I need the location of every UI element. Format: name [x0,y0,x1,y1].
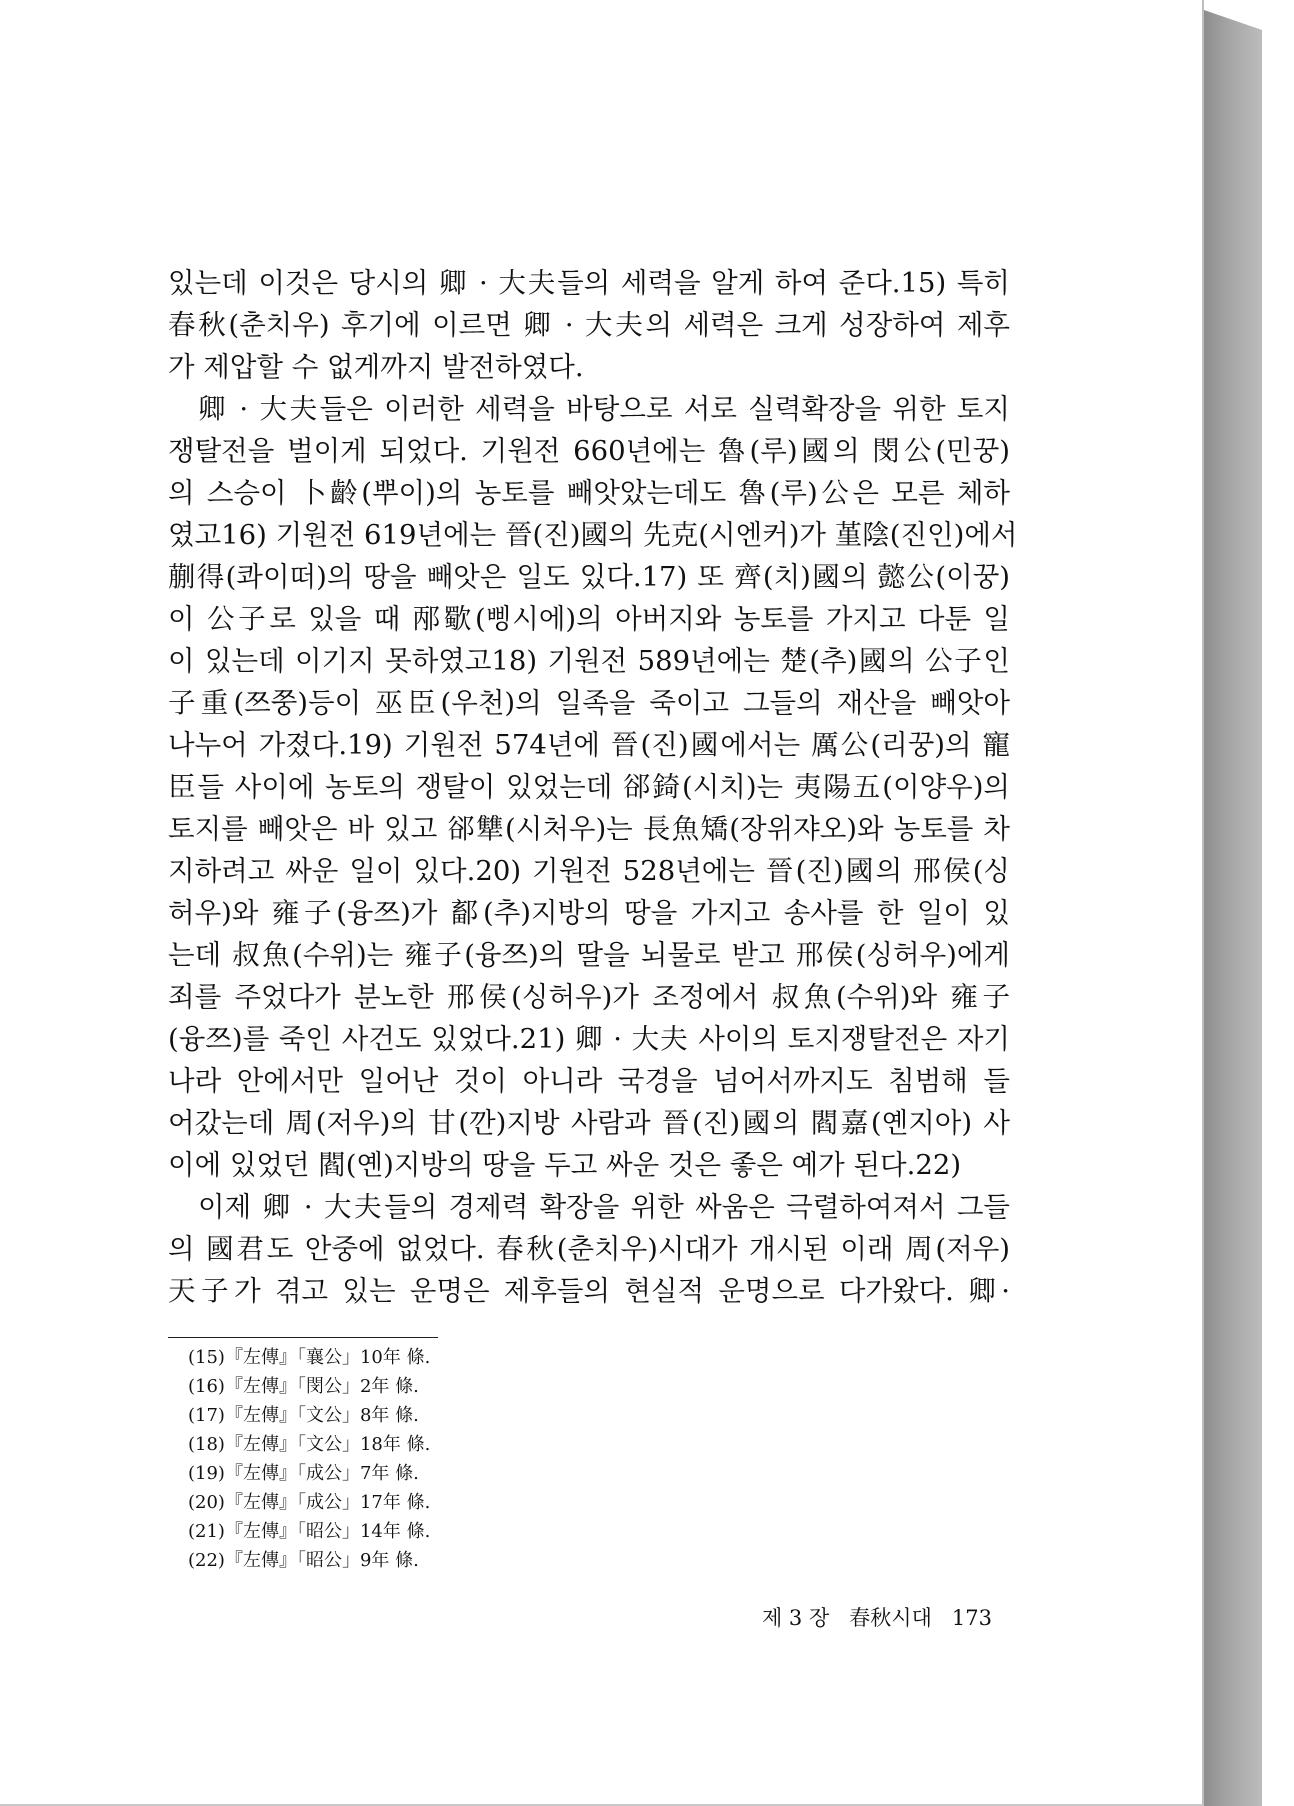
text-line: 죄를 주었다가 분노한 邢侯(싱허우)가 조정에서 叔魚(수위)와 雍子 [168,981,1010,1013]
footnote: (15)『左傳』「襄公」10年 條. [188,1347,431,1368]
footnote: (18)『左傳』「文公」18年 條. [188,1434,431,1455]
running-footer [720,1602,992,1632]
text-line: 이제 卿 · 大夫들의 경제력 확장을 위한 싸움은 극렬하여져서 그들 [198,1191,1010,1223]
text-line: 卿 · 大夫들은 이러한 세력을 바탕으로 서로 실력확장을 위한 토지 [198,393,1010,425]
text-line: 토지를 빼앗은 바 있고 郤犨(시처우)는 長魚矯(장위쟈오)와 농토를 차 [168,813,1010,845]
text-line: 어갔는데 周(저우)의 甘(깐)지방 사람과 晉(진)國의 閻嘉(옌지아) 사 [168,1107,1010,1139]
footnote: (17)『左傳』「文公」8年 條. [188,1405,419,1426]
text-line: 나라 안에서만 일어난 것이 아니라 국경을 넘어서까지도 침범해 들 [168,1065,1010,1097]
footnote: (22)『左傳』「昭公」9年 條. [188,1550,419,1571]
text-line: 허우)와 雍子(융쯔)가 鄐(추)지방의 땅을 가지고 송사를 한 일이 있 [168,897,1010,929]
text-line: 春秋(춘치우) 후기에 이르면 卿 · 大夫의 세력은 크게 성장하여 제후 [168,309,1010,341]
page-number: 173 [951,1606,992,1630]
text-line: 쟁탈전을 벌이게 되었다. 기원전 660년에는 魯(루)國의 閔公(민꿍) [168,435,1010,467]
footnote: (19)『左傳』「成公」7年 條. [188,1463,419,1484]
text-line: 이에 있었던 閻(옌)지방의 땅을 두고 싸운 것은 좋은 예가 된다.22) [168,1149,962,1181]
text-line: 지하려고 싸운 일이 있다.20) 기원전 528년에는 晉(진)國의 邢侯(싱 [168,855,1010,887]
text-line: 子重(쯔쭝)등이 巫臣(우천)의 일족을 죽이고 그들의 재산을 빼앗아 [168,687,1010,719]
footnote: (21)『左傳』「昭公」14年 條. [188,1521,431,1542]
text-line: 가 제압할 수 없게까지 발전하였다. [168,351,584,383]
footnote: (16)『左傳』「閔公」2年 條. [188,1376,419,1397]
text-line: 는데 叔魚(수위)는 雍子(융쯔)의 딸을 뇌물로 받고 邢侯(싱허우)에게 [168,939,1010,971]
text-line: 의 스승이 卜齡(뿌이)의 농토를 빼앗았는데도 魯(루)公은 모른 체하 [168,477,1010,509]
footnote-divider [168,1337,438,1338]
text-line: (융쯔)를 죽인 사건도 있었다.21) 卿 · 大夫 사이의 토지쟁탈전은 자기 [168,1023,1010,1055]
text-line: 나누어 가졌다.19) 기원전 574년에 晉(진)國에서는 厲公(리꿍)의 寵 [168,729,1010,761]
section-label: 春秋시대 [849,1606,932,1630]
text-line: 있는데 이것은 당시의 卿 · 大夫들의 세력을 알게 하여 준다.15) 특히 [168,267,1010,299]
chapter-label: 제 3 장 [761,1606,830,1630]
text-line: 이 있는데 이기지 못하였고18) 기원전 589년에는 楚(추)國의 公子인 [168,645,1010,677]
text-line: 臣들 사이에 농토의 쟁탈이 있었는데 郤錡(시치)는 夷陽五(이양우)의 [168,771,1010,803]
footnote: (20)『左傳』「成公」17年 條. [188,1492,431,1513]
text-line: 였고16) 기원전 619년에는 晉(진)國의 先克(시엔커)가 堇陰(진인)에서 [168,519,1018,551]
text-line: 의 國君도 안중에 없었다. 春秋(춘치우)시대가 개시된 이래 周(저우) [168,1233,1010,1265]
page-stack-edge [1204,10,1262,1806]
footnotes [188,1343,430,1575]
body-text [168,262,1018,1312]
text-line: 이 公子로 있을 때 邴歜(삥시에)의 아버지와 농토를 가지고 다툰 일 [168,603,1010,635]
text-line: 天子가 겪고 있는 운명은 제후들의 현실적 운명으로 다가왔다. 卿· [168,1275,1010,1307]
text-line: 蒯得(콰이떠)의 땅을 빼앗은 일도 있다.17) 또 齊(치)國의 懿公(이꿍) [168,561,1010,593]
